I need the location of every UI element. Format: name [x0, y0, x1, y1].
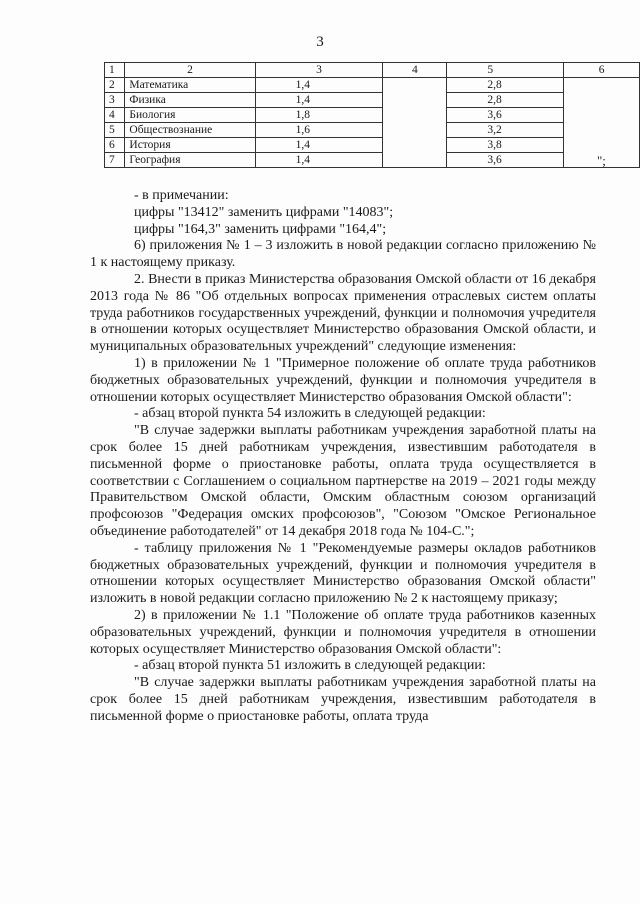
header-cell: 6	[564, 63, 640, 78]
paragraph: цифры "13412" заменить цифрами "14083";	[134, 204, 394, 220]
subject-cell: Математика	[125, 78, 255, 93]
value-cell: 2,8	[447, 78, 564, 93]
paragraph: - абзац второй пункта 51 изложить в следующей редакции:	[134, 658, 486, 674]
paragraph: 2. Внести в приказ Министерства образования Омской области от 16 декабря 2013 года № 86 "Об отдельных вопросах применения отраслевых систем оплаты труда работников государственных учреждений, функции и полномочия учредителя в отношении которых осуществляет Министерство образования Омской области, и муниципальных образовательных учреждений" следующие изменения:	[90, 271, 596, 355]
document-body	[90, 188, 596, 726]
table-row	[105, 123, 640, 138]
grades-table	[104, 62, 640, 168]
row-number: 6	[105, 138, 125, 153]
subject-cell: Обществознание	[125, 123, 255, 138]
row-number: 4	[105, 108, 125, 123]
row-number: 5	[105, 123, 125, 138]
header-cell: 2	[125, 63, 255, 78]
value-cell: 1,6	[255, 123, 383, 138]
subject-cell: География	[125, 153, 255, 168]
paragraph: "В случае задержки выплаты работникам учреждения заработной платы на срок более 15 дней работникам учреждения, известившим работодателя в письменной форме о приостановке работы, оплата труда	[90, 675, 596, 724]
table-closing-quote: ";	[597, 153, 606, 168]
subject-cell: История	[125, 138, 255, 153]
paragraph: "В случае задержки выплаты работникам учреждения заработной платы на срок более 15 дней работникам учреждения, известившим работодателя в письменной форме о приостановке работы, оплата труда осуществляется в соответствии с Соглашением о социальном партнерстве на 2019 – 2021 годы между Правительством Омской области, Омским областным союзом организаций профсоюзов "Федерация омских профсоюзов", "Союзом "Омское Региональное объединение работодателей" от 14 декабря 2018 года № 104-С.";	[90, 423, 596, 539]
value-cell: 3,6	[447, 108, 564, 123]
row-number: 3	[105, 93, 125, 108]
header-cell: 4	[383, 63, 447, 78]
table-row	[105, 153, 640, 168]
merged-cell	[383, 78, 447, 168]
subject-cell: Физика	[125, 93, 255, 108]
paragraph: - в примечании:	[134, 188, 229, 203]
value-cell: 1,4	[255, 78, 383, 93]
header-cell: 5	[447, 63, 564, 78]
header-cell: 1	[105, 63, 125, 78]
table-row	[105, 108, 640, 123]
table-header-row	[105, 63, 640, 78]
paragraph: 1) в приложении № 1 "Примерное положение об оплате труда работников бюджетных образовательных учреждений, функции и полномочия учредителя в отношении которых осуществляет Министерство образования Омской области":	[90, 355, 596, 405]
paragraph: 6) приложения № 1 – 3 изложить в новой редакции согласно приложению № 1 к настоящему приказу.	[90, 238, 596, 271]
value-cell: 3,2	[447, 123, 564, 138]
table-row	[105, 138, 640, 153]
value-cell: 1,4	[255, 138, 383, 153]
table-row	[105, 78, 640, 93]
row-number: 2	[105, 78, 125, 93]
header-cell: 3	[255, 63, 383, 78]
value-cell: 1,8	[255, 108, 383, 123]
value-cell: 3,8	[447, 138, 564, 153]
value-cell: 2,8	[447, 93, 564, 108]
row-number: 7	[105, 153, 125, 168]
value-cell: 3,6	[447, 153, 564, 168]
paragraph: - таблицу приложения № 1 "Рекомендуемые размеры окладов работников бюджетных образовательных учреждений, функции и полномочия учредителя в отношении которых осуществляет Министерство образования Омской области" изложить в новой редакции согласно приложению № 2 к настоящему приказу;	[90, 540, 596, 607]
paragraph: цифры "164,3" заменить цифрами "164,4";	[134, 221, 387, 237]
value-cell: 1,4	[255, 93, 383, 108]
table-row	[105, 93, 640, 108]
subject-cell: Биология	[125, 108, 255, 123]
paragraph: 2) в приложении № 1.1 "Положение об оплате труда работников казенных образовательных учреждений, функции и полномочия учредителя в отношении которых осуществляет Министерство образования Омской области":	[90, 607, 596, 657]
page-number: 3	[316, 34, 324, 50]
paragraph: - абзац второй пункта 54 изложить в следующей редакции:	[134, 406, 486, 422]
value-cell: 1,4	[255, 153, 383, 168]
